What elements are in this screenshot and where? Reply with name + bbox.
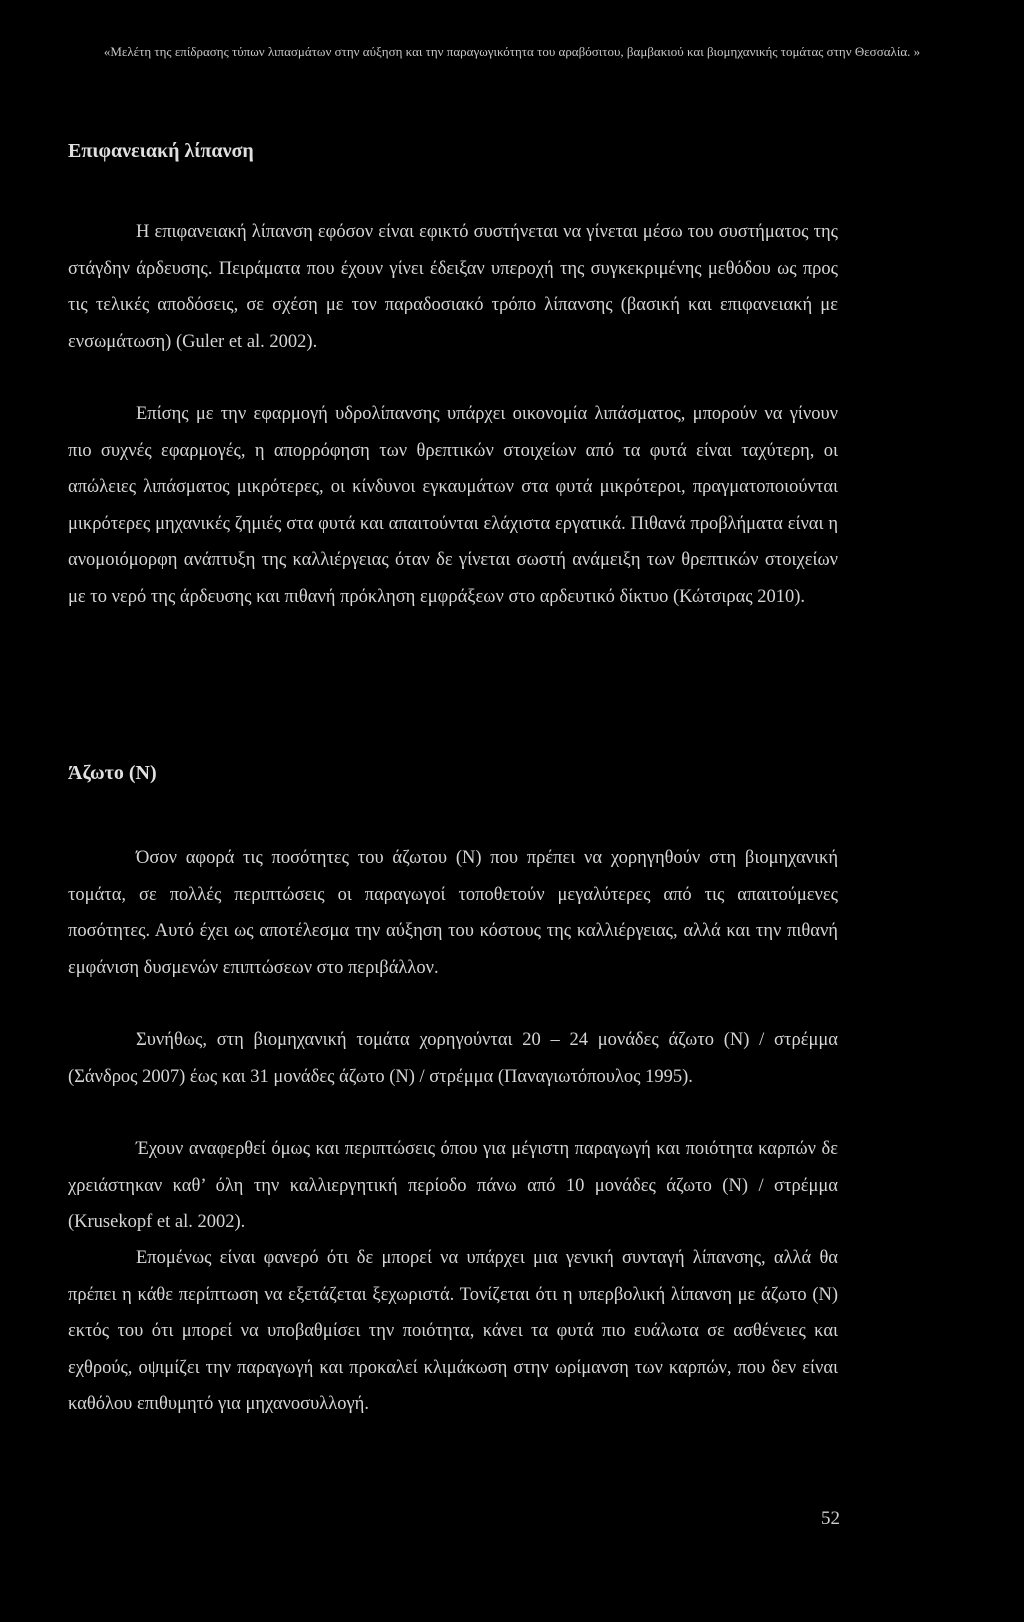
page-number: 52 xyxy=(821,1508,840,1529)
section-heading-nitrogen: Άζωτο (Ν) xyxy=(68,762,157,784)
section-heading-surface-fertilization: Επιφανειακή λίπανση xyxy=(68,140,254,162)
paragraph-nitrogen-4: Επομένως είναι φανερό ότι δε μπορεί να υπάρχει μια γενική συνταγή λίπανσης, αλλά θα πρέπει η κάθε περίπτωση να εξετάζεται ξεχωριστά. Τονίζεται ότι η υπερβολική λίπανση με άζωτο (Ν) εκτός του ότι μπορεί να υποβαθμίσει την ποιότητα, κάνει τα φυτά πιο ευάλωτα σε ασθένειες και εχθρούς, οψιμίζει την παραγωγή και προκαλεί κλιμάκωση στην ωρίμανση των καρπών, που δεν είναι καθόλου επιθυμητό για μηχανοσυλλογή. xyxy=(68,1248,838,1414)
paragraph-nitrogen-3: Έχουν αναφερθεί όμως και περιπτώσεις όπου για μέγιστη παραγωγή και ποιότητα καρπών δε χρειάστηκαν καθ’ όλη την καλλιεργητική περίοδο πάνω από 10 μονάδες άζωτο (Ν) / στρέμμα (Krusekopf et al. 2002). xyxy=(68,1139,838,1232)
paragraph-surface-fertilization-1: Η επιφανειακή λίπανση εφόσον είναι εφικτό συστήνεται να γίνεται μέσω του συστήματος της στάγδην άρδευσης. Πειράματα που έχουν γίνει έδειξαν υπεροχή της συγκεκριμένης μεθόδου ως προς τις τελικές αποδόσεις, σε σχέση με τον παραδοσιακό τρόπο λίπανσης (βασική και επιφανειακή με ενσωμάτωση) (Guler et al. 2002). xyxy=(68,222,838,352)
paragraph-nitrogen-2: Συνήθως, στη βιομηχανική τομάτα χορηγούνται 20 – 24 μονάδες άζωτο (Ν) / στρέμμα (Σάνδρος 2007) έως και 31 μονάδες άζωτο (Ν) / στρέμμα (Παναγιωτόπουλος 1995). xyxy=(68,1030,838,1087)
paragraph-nitrogen-1: Όσον αφορά τις ποσότητες του άζωτου (Ν) που πρέπει να χορηγηθούν στη βιομηχανική τομάτα, σε πολλές περιπτώσεις οι παραγωγοί τοποθετούν μεγαλύτερες από τις απαιτούμενες ποσότητες. Αυτό έχει ως αποτέλεσμα την αύξηση του κόστους της καλλιέργειας, αλλά και την πιθανή εμφάνιση δυσμενών επιπτώσεων στο περιβάλλον. xyxy=(68,848,838,978)
paragraph-surface-fertilization-2: Επίσης με την εφαρμογή υδρολίπανσης υπάρχει οικονομία λιπάσματος, μπορούν να γίνουν πιο συχνές εφαρμογές, η απορρόφηση των θρεπτικών στοιχείων από τα φυτά είναι ταχύτερη, οι απώλειες λιπάσματος μικρότερες, οι κίνδυνοι εγκαυμάτων στα φυτά μικρότεροι, πραγματοποιούνται μικρότερες μηχανικές ζημιές στα φυτά και απαιτούνται ελάχιστα εργατικά. Πιθανά προβλήματα είναι η ανομοιόμορφη ανάπτυξη της καλλιέργειας όταν δε γίνεται σωστή ανάμειξη των θρεπτικών στοιχείων με το νερό της άρδευσης και πιθανή πρόκληση εμφράξεων στο αρδευτικό δίκτυο (Κώτσιρας 2010). xyxy=(68,404,838,607)
running-header: «Μελέτη της επίδρασης τύπων λιπασμάτων στην αύξηση και την παραγωγικότητα του αραβόσιτου, βαμβακιού και βιομηχανικής τομάτας στην Θεσσαλία. » xyxy=(103,44,921,59)
